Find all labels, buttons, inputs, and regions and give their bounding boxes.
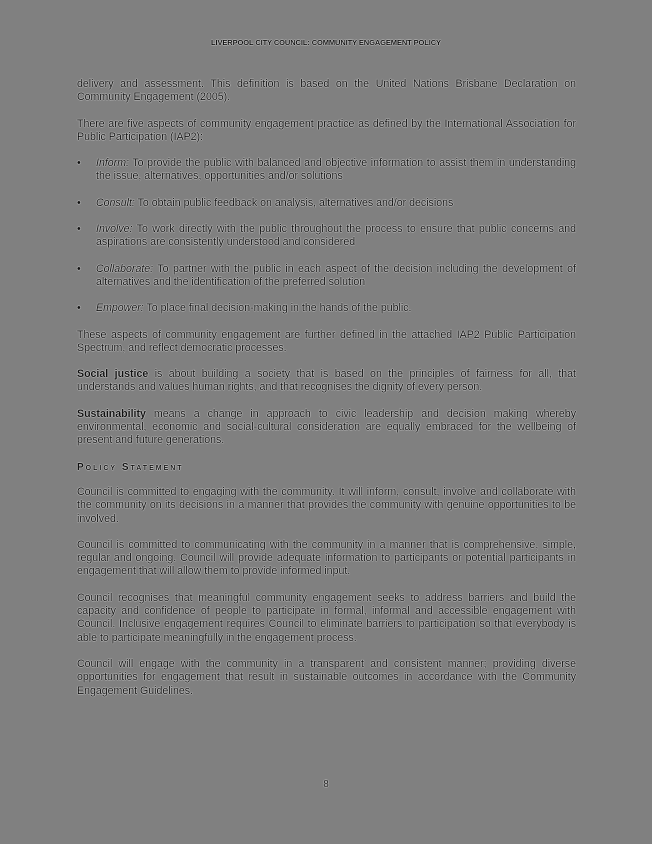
aspect-description: To work directly with the public throughout the process to ensure that public concerns and aspirations are consistently understood and considered bbox=[96, 223, 576, 249]
bullet-icon: • bbox=[77, 223, 81, 236]
aspect-description: To provide the public with balanced and objective information to assist them in understanding the issue, alternatives, opportunities and/or solutions bbox=[96, 157, 576, 183]
policy-paragraph: Council recognises that meaningful community engagement seeks to address barriers and build the capacity and confidence of people to participate in formal, informal and accessible engagement with Council. Inclusive engagement requires Council to eliminate barriers to participation so that everybody is able to participate meaningfully in the engagement process. bbox=[77, 591, 576, 644]
policy-paragraph: Council will engage with the community in a transparent and consistent manner; providing diverse opportunities for engagement that result in sustainable outcomes in accordance with the Community Engagement Guidelines. bbox=[77, 657, 576, 697]
social-justice-paragraph bbox=[77, 368, 576, 395]
policy-paragraph: Council is committed to communicating with the community in a manner that is comprehensive, simple, regular and ongoing. Council will provide adequate information to participants or potential participants in engagement that will allow them to provide informed input. bbox=[77, 538, 576, 578]
sustainability-definition: means a change in approach to civic leadership and decision making whereby environmental, economic and social-cultural consideration are equally embraced for the wellbeing of present and future generations. bbox=[77, 407, 576, 447]
aspect-term: Collaborate: bbox=[96, 262, 154, 275]
bullet-icon: • bbox=[77, 157, 81, 170]
iap2-spectrum-paragraph: These aspects of community engagement are further defined in the attached IAP2 Public Participation Spectrum, and reflect democratic processes. bbox=[77, 328, 576, 354]
intro-paragraph-2: There are five aspects of community engagement practice as defined by the International Association for Public Participation (IAP2): bbox=[77, 117, 576, 143]
engagement-aspects-list bbox=[77, 157, 576, 315]
aspect-term: Involve: bbox=[96, 223, 133, 236]
aspect-term: Empower: bbox=[96, 302, 144, 315]
list-item-collaborate bbox=[77, 263, 576, 290]
list-item-empower bbox=[77, 302, 576, 315]
aspect-description: To obtain public feedback on analysis, alternatives and/or decisions bbox=[134, 196, 454, 209]
bullet-icon: • bbox=[77, 262, 81, 275]
aspect-description: To place final decision-making in the hands of the public. bbox=[143, 302, 412, 315]
list-item-involve bbox=[77, 223, 576, 250]
sustainability-term: Sustainability bbox=[77, 407, 146, 420]
page-number: 8 bbox=[323, 779, 329, 790]
section-heading-policy-statement: Policy Statement bbox=[77, 461, 184, 473]
running-header: LIVERPOOL CITY COUNCIL: COMMUNITY ENGAGEMENT POLICY bbox=[211, 38, 441, 47]
social-justice-definition: is about building a society that is based on the principles of fairness for all, that understands and values human rights, and that recognises the dignity of every person. bbox=[77, 368, 576, 394]
sustainability-paragraph bbox=[77, 408, 576, 448]
aspect-description: To partner with the public in each aspect of the decision including the development of alternatives and the identification of the preferred solution bbox=[96, 262, 576, 288]
policy-paragraph: Council is committed to engaging with the community. It will inform, consult, involve and collaborate with the community on its decisions in a manner that provides the community with genuine opportunities to be involved. bbox=[77, 485, 576, 525]
bullet-icon: • bbox=[77, 302, 81, 315]
list-item-consult bbox=[77, 197, 576, 210]
social-justice-term: Social justice bbox=[77, 368, 149, 381]
aspect-term: Consult: bbox=[96, 196, 135, 209]
list-item-inform bbox=[77, 157, 576, 184]
aspect-term: Inform: bbox=[96, 157, 129, 170]
bullet-icon: • bbox=[77, 196, 81, 209]
document-body bbox=[77, 78, 576, 698]
intro-paragraph-1: delivery and assessment. This definition is based on the United Nations Brisbane Declaration on Community Engagement (2005). bbox=[77, 78, 576, 104]
